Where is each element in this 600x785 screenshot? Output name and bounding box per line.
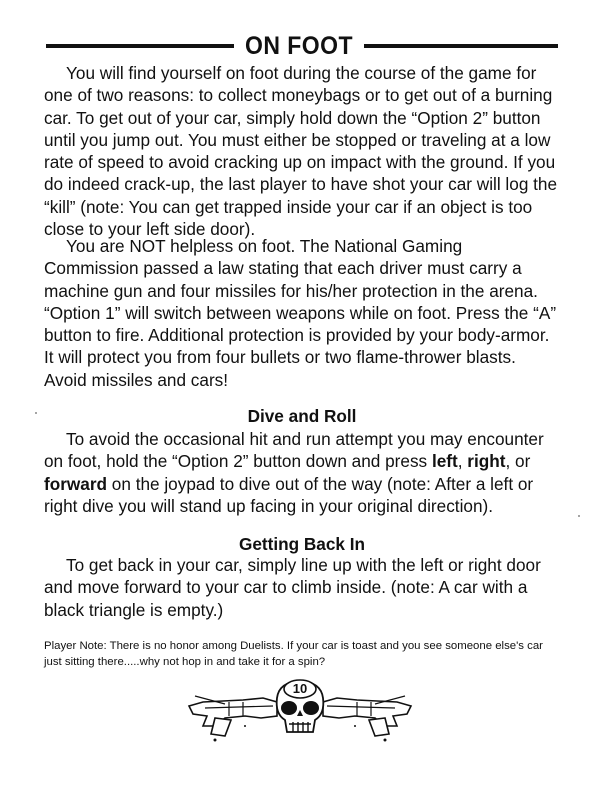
dive-comma: , bbox=[457, 451, 468, 472]
dive-and-roll-paragraph bbox=[44, 428, 560, 517]
dive-and-roll-block bbox=[44, 428, 560, 517]
getting-back-in-block bbox=[44, 554, 560, 621]
page-title: ON FOOT bbox=[244, 32, 353, 60]
page-number: 10 bbox=[292, 681, 308, 696]
dive-forward-keyword: forward bbox=[44, 473, 108, 494]
scan-speck bbox=[578, 515, 580, 517]
player-note: Player Note: There is no honor among Duelists. If your car is toast and you see someone else's car just sitting there.....why not hop in and take it for a spin? bbox=[44, 640, 543, 668]
dive-text-before: To avoid the occasional hit and run attempt you may encounter on foot, hold the “Option 2” button down and press bbox=[44, 429, 544, 472]
helpless-paragraph-block bbox=[44, 235, 560, 391]
dive-text-or: , or bbox=[505, 451, 531, 472]
scan-speck bbox=[35, 412, 37, 414]
helpless-paragraph: You are NOT helpless on foot. The National Gaming Commission passed a law stating that each driver must carry a machine gun and four missiles for his/her protection in the arena. “Option 1” will switch between weapons while on foot. Press the “A” button to fire. Additional protection is provided by your body-armor. It will protect you from four bullets or two flame-thrower blasts. Avoid missiles and cars! bbox=[44, 236, 557, 390]
dive-left-keyword: left bbox=[431, 451, 458, 472]
dive-and-roll-heading: Dive and Roll bbox=[247, 406, 357, 426]
intro-paragraph-block bbox=[44, 62, 560, 240]
dive-right-keyword: right bbox=[467, 451, 506, 472]
dive-text-after: on the joypad to dive out of the way (note: After a left or right dive you will stand up facing in your original direction). bbox=[44, 473, 534, 516]
header-rule-left bbox=[46, 44, 234, 48]
header-rule-right bbox=[364, 44, 558, 48]
getting-back-in-heading: Getting Back In bbox=[238, 534, 366, 554]
page-emblem bbox=[185, 676, 415, 746]
getting-back-in-paragraph: To get back in your car, simply line up with the left or right door and move forward to your car to climb inside. (note: A car with a black triangle is empty.) bbox=[44, 555, 541, 620]
section-header bbox=[46, 32, 558, 60]
intro-paragraph: You will find yourself on foot during the course of the game for one of two reasons: to collect moneybags or to get out of a burning car. To get out of your car, simply hold down the “Option 2” button until you jump out. You must either be stopped or traveling at a low rate of speed to avoid cracking up on impact with the ground. If you do indeed crack-up, the last player to have shot your car will log the “kill” (note: You can get trapped inside your car if an object is too close to your left side door). bbox=[44, 63, 558, 240]
